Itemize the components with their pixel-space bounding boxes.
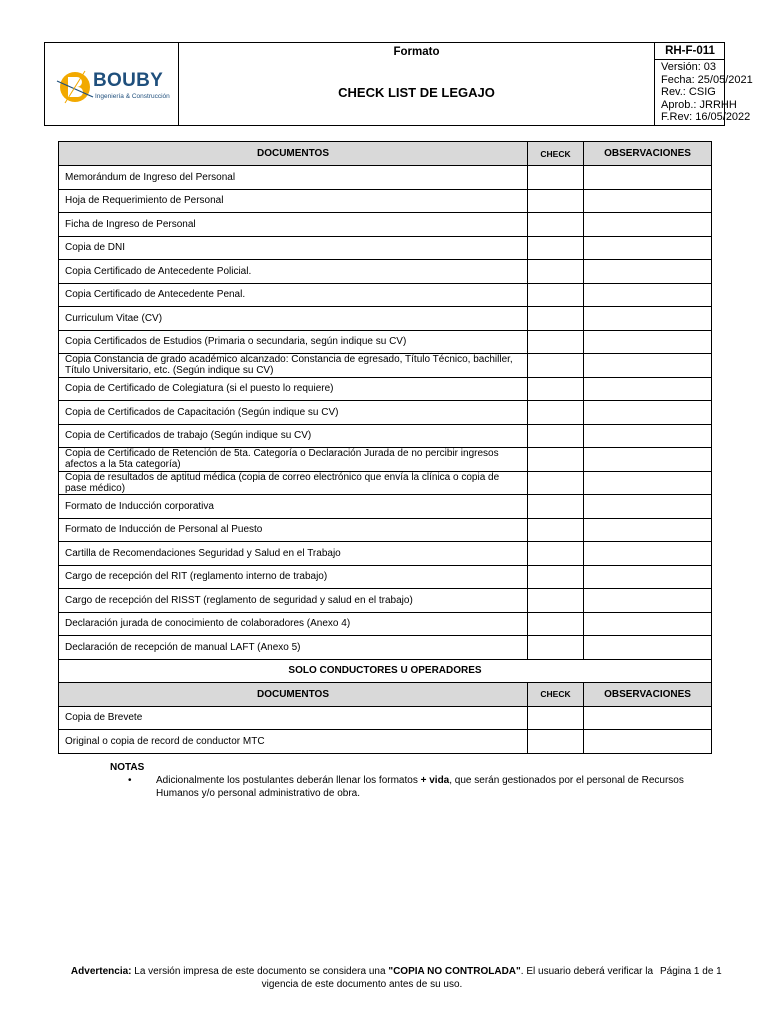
observations-cell[interactable] bbox=[584, 213, 712, 237]
document-name: Cartilla de Recomendaciones Seguridad y Salud en el Trabajo bbox=[59, 542, 528, 566]
meta-review-date: F.Rev: 16/05/2022 bbox=[661, 111, 751, 124]
document-name: Copia de DNI bbox=[59, 236, 528, 260]
observations-cell[interactable] bbox=[584, 565, 712, 589]
document-name: Cargo de recepción del RIT (reglamento interno de trabajo) bbox=[59, 565, 528, 589]
observations-cell[interactable] bbox=[584, 377, 712, 401]
observations-cell[interactable] bbox=[584, 260, 712, 284]
section-title-row bbox=[59, 659, 712, 682]
observations-cell[interactable] bbox=[584, 330, 712, 354]
table-row bbox=[59, 612, 712, 636]
check-cell[interactable] bbox=[528, 542, 584, 566]
footer-warning bbox=[62, 966, 662, 991]
page-number: Página 1 de 1 bbox=[660, 966, 722, 977]
warning-text-end: . El usuario deberá verificar la vigencia de este documento antes de su uso. bbox=[261, 966, 654, 990]
table-row bbox=[59, 589, 712, 613]
notes-title: NOTAS bbox=[110, 762, 145, 773]
observations-cell[interactable] bbox=[584, 401, 712, 425]
checklist-table bbox=[58, 141, 712, 754]
check-cell[interactable] bbox=[528, 589, 584, 613]
observations-cell[interactable] bbox=[584, 495, 712, 519]
observations-cell[interactable] bbox=[584, 424, 712, 448]
check-cell[interactable] bbox=[528, 236, 584, 260]
meta-version: Versión: 03 bbox=[661, 61, 717, 73]
logo-cell bbox=[45, 43, 179, 125]
table-row bbox=[59, 166, 712, 190]
document-name: Copia de Certificados de trabajo (Según indique su CV) bbox=[59, 424, 528, 448]
document-header bbox=[44, 42, 753, 126]
document-name: Memorándum de Ingreso del Personal bbox=[59, 166, 528, 190]
table-row bbox=[59, 189, 712, 213]
table-row bbox=[59, 565, 712, 589]
header-observations: OBSERVACIONES bbox=[584, 682, 712, 706]
meta-approval: Aprob.: JRRHH bbox=[661, 98, 737, 111]
document-code: RH-F-011 bbox=[655, 43, 725, 60]
check-cell[interactable] bbox=[528, 636, 584, 660]
note-text-end: , que serán gestionados por el personal de Recursos Humanos y/o personal administrativo de obra. bbox=[156, 775, 684, 799]
table-row bbox=[59, 330, 712, 354]
section-title: SOLO CONDUCTORES U OPERADORES bbox=[59, 659, 712, 682]
observations-cell[interactable] bbox=[584, 542, 712, 566]
table-row bbox=[59, 542, 712, 566]
document-name: Copia de resultados de aptitud médica (copia de correo electrónico que envía la clínica o copia de pase médico) bbox=[59, 471, 528, 495]
observations-cell[interactable] bbox=[584, 589, 712, 613]
table-row bbox=[59, 377, 712, 401]
header-check: CHECK bbox=[528, 682, 584, 706]
document-name: Copia de Brevete bbox=[59, 706, 528, 730]
check-cell[interactable] bbox=[528, 706, 584, 730]
observations-cell[interactable] bbox=[584, 730, 712, 754]
document-name: Copia Certificados de Estudios (Primaria o secundaria, según indique su CV) bbox=[59, 330, 528, 354]
check-cell[interactable] bbox=[528, 213, 584, 237]
title-cell bbox=[179, 43, 655, 125]
document-name: Hoja de Requerimiento de Personal bbox=[59, 189, 528, 213]
document-name: Curriculum Vitae (CV) bbox=[59, 307, 528, 331]
observations-cell[interactable] bbox=[584, 706, 712, 730]
header-check: CHECK bbox=[528, 142, 584, 166]
check-cell[interactable] bbox=[528, 448, 584, 472]
check-cell[interactable] bbox=[528, 565, 584, 589]
check-cell[interactable] bbox=[528, 189, 584, 213]
observations-cell[interactable] bbox=[584, 636, 712, 660]
format-label: Formato bbox=[393, 46, 440, 58]
table-row bbox=[59, 260, 712, 284]
check-cell[interactable] bbox=[528, 471, 584, 495]
logo-tagline: Ingeniería & Construcción bbox=[95, 93, 170, 100]
check-cell[interactable] bbox=[528, 612, 584, 636]
document-meta bbox=[661, 61, 753, 124]
header-observations: OBSERVACIONES bbox=[584, 142, 712, 166]
note-text bbox=[156, 775, 686, 800]
table-row bbox=[59, 636, 712, 660]
logo-brand: BOUBY bbox=[93, 70, 164, 91]
control-cell bbox=[655, 43, 753, 125]
observations-cell[interactable] bbox=[584, 612, 712, 636]
document-name: Formato de Inducción corporativa bbox=[59, 495, 528, 519]
document-name: Declaración jurada de conocimiento de colaboradores (Anexo 4) bbox=[59, 612, 528, 636]
check-cell[interactable] bbox=[528, 260, 584, 284]
document-name: Copia Certificado de Antecedente Policial. bbox=[59, 260, 528, 284]
header-documents: DOCUMENTOS bbox=[59, 682, 528, 706]
table-header-row bbox=[59, 682, 712, 706]
document-title: CHECK LIST DE LEGAJO bbox=[338, 85, 495, 100]
document-name: Original o copia de record de conductor MTC bbox=[59, 730, 528, 754]
bullet-icon: • bbox=[128, 775, 132, 786]
table-row bbox=[59, 236, 712, 260]
table-row bbox=[59, 307, 712, 331]
table-row bbox=[59, 495, 712, 519]
table-row bbox=[59, 471, 712, 495]
meta-revision: Rev.: CSIG bbox=[661, 86, 716, 99]
observations-cell[interactable] bbox=[584, 307, 712, 331]
observations-cell[interactable] bbox=[584, 354, 712, 378]
table-row bbox=[59, 706, 712, 730]
warning-text-start: La versión impresa de este documento se considera una bbox=[131, 966, 389, 977]
check-cell[interactable] bbox=[528, 401, 584, 425]
check-cell[interactable] bbox=[528, 330, 584, 354]
document-name: Copia de Certificado de Retención de 5ta. Categoría o Declaración Jurada de no percibir ingresos afectos a la 5ta categoría) bbox=[59, 448, 528, 472]
table-row bbox=[59, 213, 712, 237]
observations-cell[interactable] bbox=[584, 166, 712, 190]
observations-cell[interactable] bbox=[584, 471, 712, 495]
check-cell[interactable] bbox=[528, 424, 584, 448]
check-cell[interactable] bbox=[528, 166, 584, 190]
check-cell[interactable] bbox=[528, 283, 584, 307]
table-row bbox=[59, 283, 712, 307]
check-cell[interactable] bbox=[528, 730, 584, 754]
check-cell[interactable] bbox=[528, 495, 584, 519]
note-text-bold: + vida bbox=[420, 775, 450, 786]
warning-quoted: "COPIA NO CONTROLADA" bbox=[388, 966, 521, 977]
table-row bbox=[59, 730, 712, 754]
table-row bbox=[59, 424, 712, 448]
document-name: Copia Constancia de grado académico alcanzado: Constancia de egresado, Título Técnico, bachiller, Título Universitario, etc. (Según indique su CV) bbox=[59, 354, 528, 378]
observations-cell[interactable] bbox=[584, 189, 712, 213]
logo-mark-icon bbox=[55, 67, 95, 107]
document-name: Declaración de recepción de manual LAFT (Anexo 5) bbox=[59, 636, 528, 660]
drivers-section bbox=[59, 659, 712, 753]
observations-cell[interactable] bbox=[584, 518, 712, 542]
observations-cell[interactable] bbox=[584, 448, 712, 472]
check-cell[interactable] bbox=[528, 518, 584, 542]
meta-date: Fecha: 25/05/2021 bbox=[661, 73, 753, 86]
table-row bbox=[59, 448, 712, 472]
table-row bbox=[59, 518, 712, 542]
document-name: Copia de Certificados de Capacitación (Según indique su CV) bbox=[59, 401, 528, 425]
table-header-row bbox=[59, 142, 712, 166]
warning-label: Advertencia: bbox=[70, 966, 132, 977]
document-name: Copia de Certificado de Colegiatura (si el puesto lo requiere) bbox=[59, 377, 528, 401]
document-name: Cargo de recepción del RISST (reglamento de seguridad y salud en el trabajo) bbox=[59, 589, 528, 613]
document-name: Copia Certificado de Antecedente Penal. bbox=[59, 283, 528, 307]
observations-cell[interactable] bbox=[584, 236, 712, 260]
company-logo bbox=[55, 67, 175, 107]
header-documents: DOCUMENTOS bbox=[59, 142, 528, 166]
observations-cell[interactable] bbox=[584, 283, 712, 307]
document-name: Ficha de Ingreso de Personal bbox=[59, 213, 528, 237]
check-cell[interactable] bbox=[528, 307, 584, 331]
check-cell[interactable] bbox=[528, 354, 584, 378]
checklist-body bbox=[59, 166, 712, 660]
note-text-start: Adicionalmente los postulantes deberán llenar los formatos bbox=[156, 775, 421, 786]
table-row bbox=[59, 354, 712, 378]
check-cell[interactable] bbox=[528, 377, 584, 401]
table-row bbox=[59, 401, 712, 425]
document-name: Formato de Inducción de Personal al Puesto bbox=[59, 518, 528, 542]
